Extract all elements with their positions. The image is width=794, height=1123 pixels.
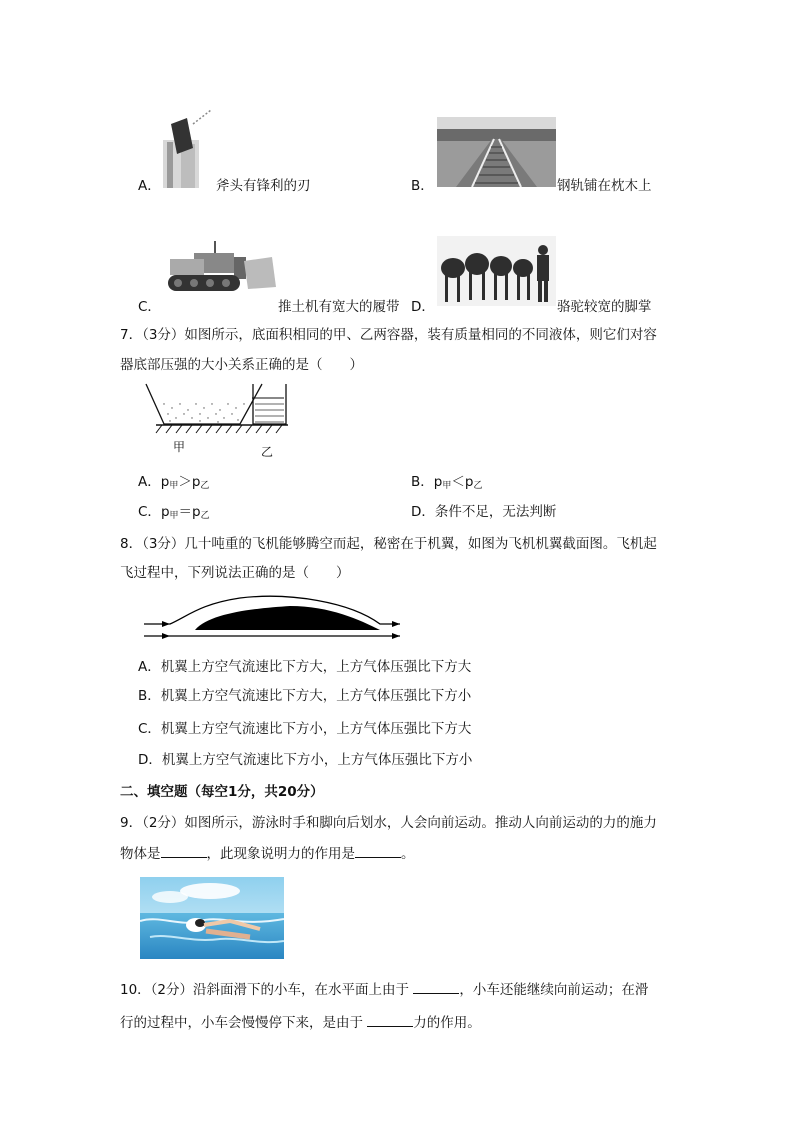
answer-blank[interactable]	[161, 845, 207, 858]
q8-stem-line2: 飞过程中，下列说法正确的是（ ）	[120, 565, 350, 581]
q6-option-b-text: 钢轨铺在枕木上	[557, 178, 652, 194]
q6-option-a	[138, 174, 161, 194]
swimmer-image	[140, 877, 284, 959]
q7-option-a: A．$p_甲>p_乙$	[138, 474, 210, 491]
q8-option-c: C．机翼上方空气流速比下方小，上方气体压强比下方大	[138, 721, 472, 737]
q7-containers-figure	[140, 382, 300, 454]
camels-image	[437, 236, 556, 306]
q7-option-c: C．$p_甲=p_乙$	[138, 504, 210, 521]
q6-option-c: C．	[138, 299, 161, 315]
option-letter: A．	[138, 178, 161, 194]
q6-option-b: B．	[411, 178, 434, 194]
bulldozer-image	[164, 237, 277, 301]
q8-option-a: A．机翼上方空气流速比下方大，上方气体压强比下方大	[138, 659, 472, 675]
q10-stem-line2: 行的过程中，小车会慢慢停下来，是由于 力的作用。	[120, 1015, 481, 1031]
q7-option-d: D．条件不足，无法判断	[411, 504, 557, 520]
q7-option-b: B．$p_甲<p_乙$	[411, 474, 483, 491]
q7-stem-line1: 7．（3分）如图所示，底面积相同的甲、乙两容器，装有质量相同的不同液体，则它们对容	[120, 327, 657, 343]
q10-stem-line1: 10．（2分）沿斜面滑下的小车，在水平面上由于 ，小车还能继续向前运动；在滑	[120, 982, 649, 998]
answer-blank[interactable]	[413, 981, 459, 994]
axe-image	[157, 104, 213, 188]
q8-option-d: D．机翼上方空气流速比下方小，上方气体压强比下方小	[138, 752, 473, 768]
section-title: 二、填空题（每空1分，共20分）	[120, 784, 324, 800]
q8-stem-line1: 8．（3分）几十吨重的飞机能够腾空而起，秘密在于机翼，如图为飞机机翼截面图。飞机起	[120, 536, 657, 552]
q8-option-b: B．机翼上方空气流速比下方大，上方气体压强比下方小	[138, 688, 472, 704]
railway-image	[437, 117, 556, 187]
q8-wing-figure	[140, 590, 405, 642]
q7-label-yi: 乙	[261, 445, 274, 459]
q6-option-d-text: 骆驼较宽的脚掌	[557, 299, 652, 315]
q9-stem-line2: 物体是 ，此现象说明力的作用是 。	[120, 846, 415, 862]
q6-option-c-text: 推土机有宽大的履带	[278, 299, 400, 315]
q6-option-a-text: 斧头有锋利的刃	[216, 178, 311, 194]
q9-stem-line1: 9．（2分）如图所示，游泳时手和脚向后划水，人会向前运动。推动人向前运动的力的施力	[120, 815, 657, 831]
q7-label-jia: 甲	[173, 440, 186, 454]
q7-stem-line2: 器底部压强的大小关系正确的是（ ）	[120, 357, 363, 373]
q6-option-d: D．	[411, 299, 435, 315]
answer-blank[interactable]	[367, 1014, 413, 1027]
answer-blank[interactable]	[355, 845, 401, 858]
